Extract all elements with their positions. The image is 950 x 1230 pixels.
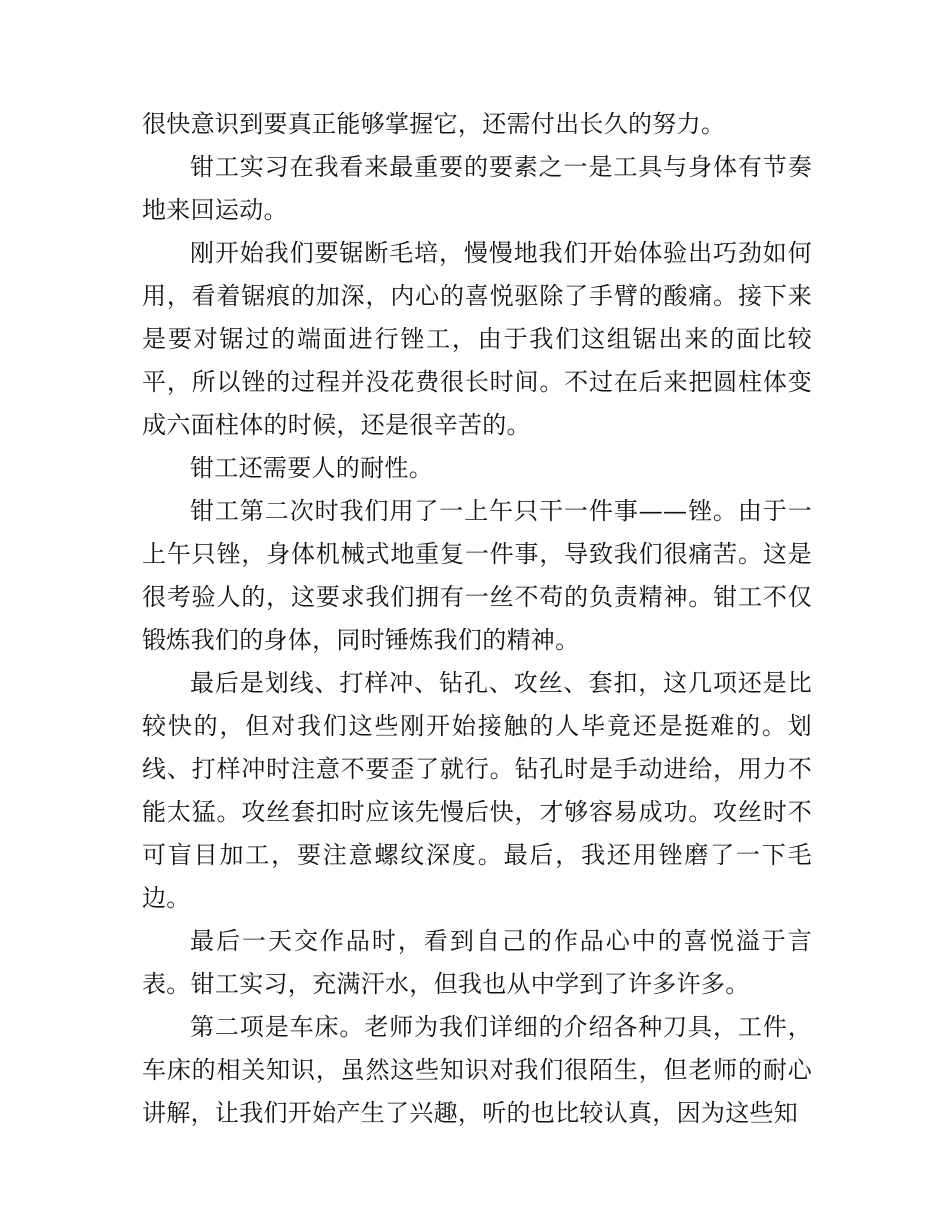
paragraph-3: 刚开始我们要锯断毛培，慢慢地我们开始体验出巧劲如何用，看着锯痕的加深，内心的喜悦驱除了手臂的酸痛。接下来是要对锯过的端面进行锉工，由于我们这组锯出来的面比较平，所以锉的过程并没花费很长时间。不过在后来把圆柱体变成六面柱体的时候，还是很辛苦的。 xyxy=(142,239,812,439)
paragraph-1: 很快意识到要真正能够掌握它，还需付出长久的努力。 xyxy=(142,110,726,138)
paragraph-5: 钳工第二次时我们用了一上午只干一件事——锉。由于一上午只锉，身体机械式地重复一件事，导致我们很痛苦。这是很考验人的，这要求我们拥有一丝不苟的负责精神。钳工不仅锻炼我们的身体，同时锤炼我们的精神。 xyxy=(142,497,812,654)
paragraph-2: 钳工实习在我看来最重要的要素之一是工具与身体有节奏地来回运动。 xyxy=(142,153,812,224)
document-body xyxy=(142,103,812,1135)
paragraph-7: 最后一天交作品时，看到自己的作品心中的喜悦溢于言表。钳工实习，充满汗水，但我也从中学到了许多许多。 xyxy=(142,927,812,998)
paragraph-4: 钳工还需要人的耐性。 xyxy=(190,454,433,482)
paragraph-8: 第二项是车床。老师为我们详细的介绍各种刀具，工件，车床的相关知识，虽然这些知识对我们很陌生，但老师的耐心讲解，让我们开始产生了兴趣，听的也比较认真，因为这些知 xyxy=(142,1013,812,1127)
paragraph-6: 最后是划线、打样冲、钻孔、攻丝、套扣，这几项还是比较快的，但对我们这些刚开始接触的人毕竟还是挺难的。划线、打样冲时注意不要歪了就行。钻孔时是手动进给，用力不能太猛。攻丝套扣时应该先慢后快，才够容易成功。攻丝时不可盲目加工，要注意螺纹深度。最后，我还用锉磨了一下毛边。 xyxy=(142,669,812,912)
